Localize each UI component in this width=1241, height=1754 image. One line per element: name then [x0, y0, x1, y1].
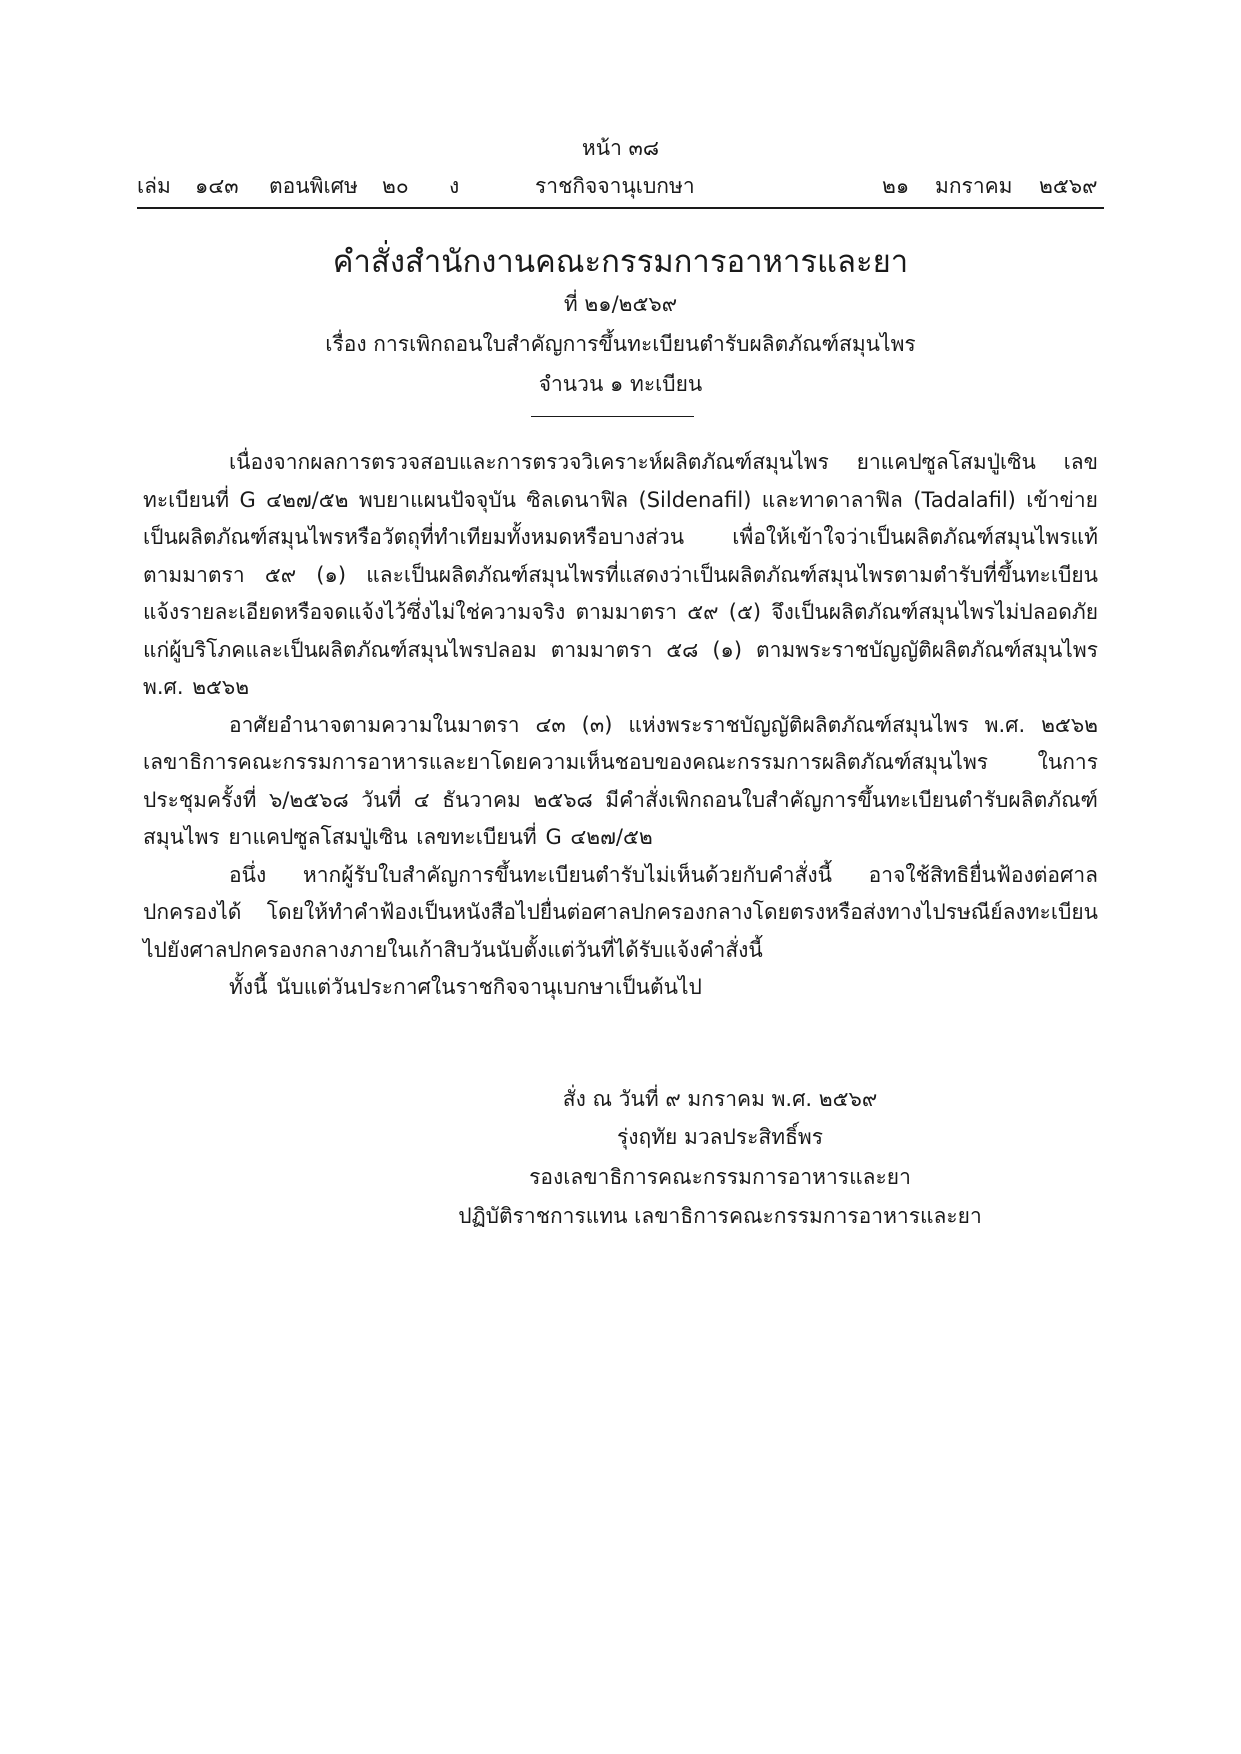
- volume-number: ๑๔๓: [195, 174, 239, 198]
- header-divider: [137, 207, 1104, 209]
- body-paragraph-4: ทั้งนี้ นับแต่วันประกาศในราชกิจจานุเบกษาเป็นต้นไป: [229, 975, 702, 999]
- signatory-acting-for: ปฏิบัติราชการแทน เลขาธิการคณะกรรมการอาหารและยา: [458, 1204, 982, 1228]
- header-date-year: ๒๕๖๙: [1039, 174, 1098, 198]
- registration-count: จำนวน ๑ ทะเบียน: [538, 372, 703, 396]
- page-number: หน้า ๓๘: [581, 136, 660, 160]
- volume-label: เล่ม: [137, 174, 171, 198]
- gazette-name: ราชกิจจานุเบกษา: [535, 174, 695, 198]
- body-paragraph-3: อนึ่ง หากผู้รับใบสำคัญการขึ้นทะเบียนตำรับไม่เห็นด้วยกับคำสั่งนี้ อาจใช้สิทธิยื่นฟ้องต่อศาลปกครองได้ โดยให้ทำคำฟ้องเป็นหนังสือไปยื่นต่อศาลปกครองกลางโดยตรงหรือส่งทางไปรษณีย์ลงทะเบียนไปยังศาลปกครองกลางภายในเก้าสิบวันนับตั้งแต่วันที่ได้รับแจ้งคำสั่งนี้: [143, 862, 1098, 962]
- section-number: ๒๐: [382, 174, 409, 198]
- body-paragraph-1: เนื่องจากผลการตรวจสอบและการตรวจวิเคราะห์ผลิตภัณฑ์สมุนไพร ยาแคปซูลโสมปู่เซิน เลขทะเบียนที่ G ๔๒๗/๕๒ พบยาแผนปัจจุบัน ซิลเดนาฟิล (Sildenafil) และทาดาลาฟิล (Tadalafil) เข้าข่ายเป็นผลิตภัณฑ์สมุนไพรหรือวัตถุที่ทำเทียมทั้งหมดหรือบางส่วน เพื่อให้เข้าใจว่าเป็นผลิตภัณฑ์สมุนไพรแท้ ตามมาตรา ๕๙ (๑) และเป็นผลิตภัณฑ์สมุนไพรที่แสดงว่าเป็นผลิตภัณฑ์สมุนไพรตามตำรับที่ขึ้นทะเบียน แจ้งรายละเอียดหรือจดแจ้งไว้ซึ่งไม่ใช่ความจริง ตามมาตรา ๕๙ (๕) จึงเป็นผลิตภัณฑ์สมุนไพรไม่ปลอดภัยแก่ผู้บริโภคและเป็นผลิตภัณฑ์สมุนไพรปลอม ตามมาตรา ๕๘ (๑) ตามพระราชบัญญัติผลิตภัณฑ์สมุนไพร พ.ศ. ๒๕๖๒: [143, 450, 1098, 699]
- title-underline: [531, 416, 694, 417]
- section-letter: ง: [449, 174, 460, 198]
- subject-line: เรื่อง การเพิกถอนใบสำคัญการขึ้นทะเบียนตำรับผลิตภัณฑ์สมุนไพร: [325, 332, 916, 356]
- body-paragraph-2: อาศัยอำนาจตามความในมาตรา ๔๓ (๓) แห่งพระราชบัญญัติผลิตภัณฑ์สมุนไพร พ.ศ. ๒๕๖๒ เลขาธิการคณะกรรมการอาหารและยาโดยความเห็นชอบของคณะกรรมการผลิตภัณฑ์สมุนไพร ในการประชุมครั้งที่ ๖/๒๕๖๘ วันที่ ๔ ธันวาคม ๒๕๖๘ มีคำสั่งเพิกถอนใบสำคัญการขึ้นทะเบียนตำรับผลิตภัณฑ์สมุนไพร ยาแคปซูลโสมปู่เซิน เลขทะเบียนที่ G ๔๒๗/๕๒: [143, 712, 1098, 849]
- header-date-day: ๒๑: [882, 174, 910, 198]
- gazette-header: [137, 170, 1104, 204]
- document-title: คำสั่งสำนักงานคณะกรรมการอาหารและยา: [332, 244, 909, 280]
- signatory-position: รองเลขาธิการคณะกรรมการอาหารและยา: [529, 1165, 911, 1189]
- header-date-month: มกราคม: [935, 174, 1013, 198]
- signatory-name: รุ่งฤทัย มวลประสิทธิ์พร: [616, 1125, 824, 1149]
- signature-date: สั่ง ณ วันที่ ๙ มกราคม พ.ศ. ๒๕๖๙: [562, 1087, 878, 1111]
- section-label: ตอนพิเศษ: [269, 174, 358, 198]
- order-number: ที่ ๒๑/๒๕๖๙: [563, 292, 678, 316]
- document-body: [143, 444, 1098, 1007]
